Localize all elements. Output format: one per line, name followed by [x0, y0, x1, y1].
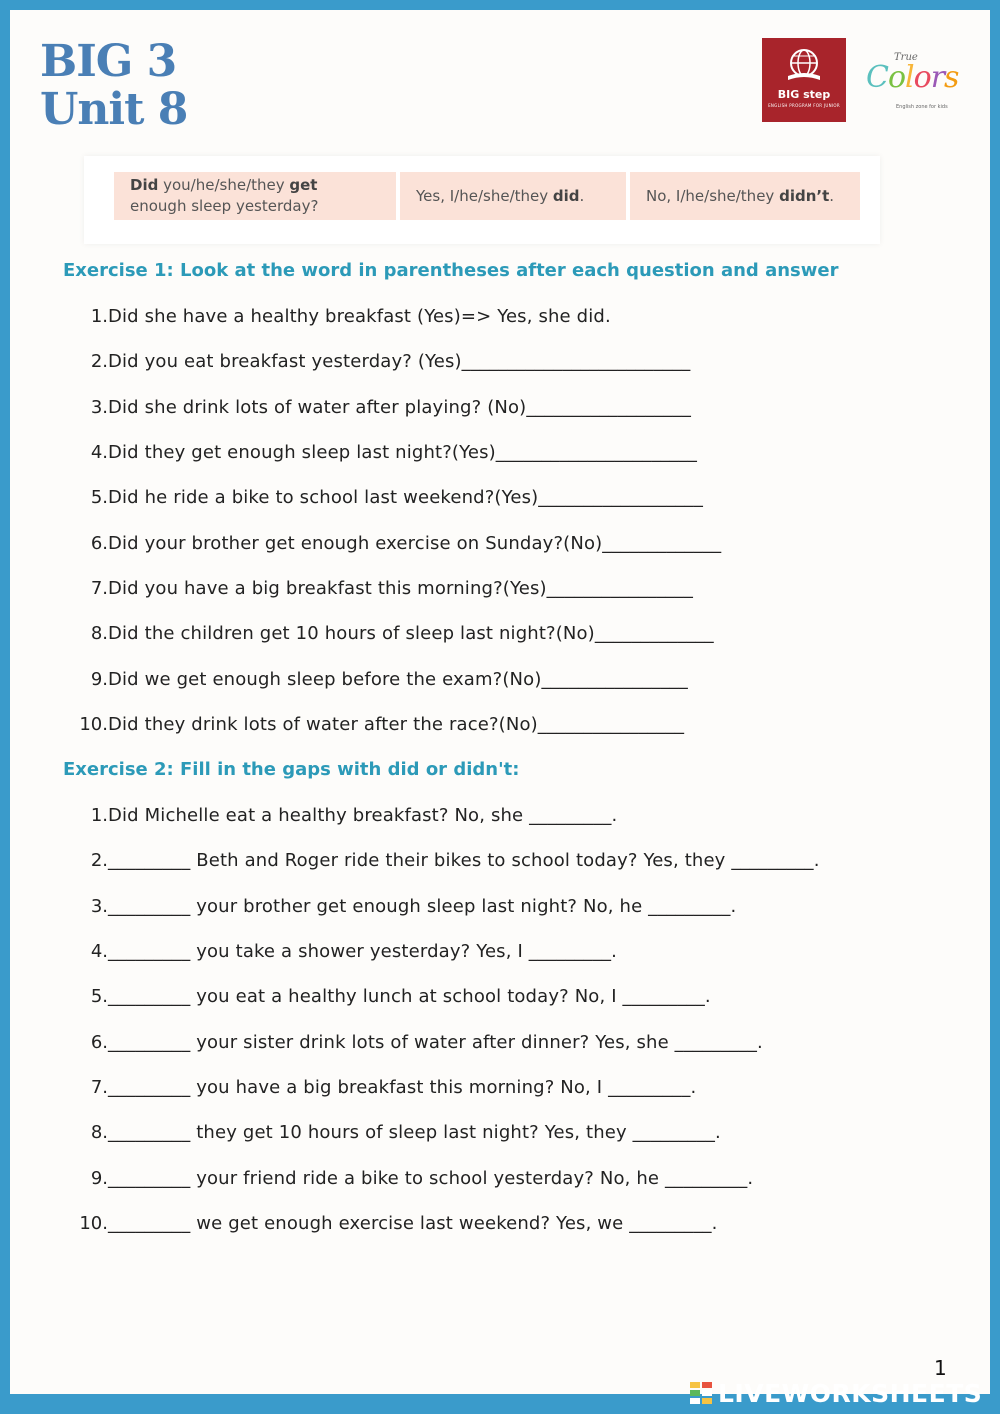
grammar-yes-suffix: .: [579, 186, 585, 205]
item-number: 4.: [90, 941, 108, 962]
grammar-yes-bold: did: [552, 186, 580, 205]
exercise-2-item[interactable]: [70, 802, 617, 830]
item-number: 7.: [90, 1077, 108, 1098]
item-number: 5.: [90, 986, 108, 1007]
grammar-no-prefix: No, I/he/she/they: [646, 186, 780, 205]
exercise-1-item[interactable]: [70, 711, 684, 739]
liveworksheets-logo-icon: [690, 1382, 714, 1404]
item-number: 9.: [90, 669, 108, 690]
colors-logo-letter: o: [887, 60, 906, 95]
item-number: 1.: [90, 805, 108, 826]
worksheet-page: [10, 10, 990, 1394]
item-number: 8.: [90, 1122, 108, 1143]
exercise-2-item[interactable]: [70, 1165, 753, 1193]
exercise-2-item[interactable]: [70, 1029, 763, 1057]
item-number: 4.: [90, 442, 108, 463]
item-text: _________ your brother get enough sleep last night? No, he _________.: [108, 896, 737, 917]
item-number: 2.: [90, 351, 108, 372]
grammar-no-cell: [630, 172, 860, 220]
liveworksheets-wordmark: LIVEWORKSHEETS: [718, 1378, 983, 1408]
true-colors-logo-word: [866, 60, 958, 95]
item-text: Did she drink lots of water after playing? (No)__________________: [108, 397, 692, 418]
colors-logo-letter: r: [930, 60, 945, 95]
exercise-2-heading: Exercise 2: Fill in the gaps with did or didn't:: [63, 759, 520, 780]
item-text: Did he ride a bike to school last weekend?(Yes)__________________: [108, 487, 703, 508]
item-number: 10.: [79, 1213, 108, 1234]
colors-logo-letter: l: [905, 60, 914, 95]
item-text: Did she have a healthy breakfast (Yes)=> Yes, she did.: [108, 306, 611, 327]
grammar-q-did: Did: [130, 176, 159, 194]
exercise-2-item[interactable]: [70, 1119, 721, 1147]
item-text: _________ you have a big breakfast this morning? No, I _________.: [108, 1077, 697, 1098]
item-number: 6.: [90, 1032, 108, 1053]
true-colors-logo-colors: [866, 60, 958, 95]
grammar-q-rest: enough sleep yesterday?: [130, 197, 319, 215]
exercise-1-item[interactable]: [70, 394, 691, 422]
exercise-1-item[interactable]: [70, 439, 697, 467]
exercise-2-item[interactable]: [70, 1074, 696, 1102]
item-text: Did you eat breakfast yesterday? (Yes)_________________________: [108, 351, 691, 372]
item-number: 7.: [90, 578, 108, 599]
true-colors-logo: [862, 48, 972, 118]
item-number: 6.: [90, 533, 108, 554]
item-text: _________ your sister drink lots of water after dinner? Yes, she _________.: [108, 1032, 763, 1053]
grammar-yes-cell: [400, 172, 626, 220]
item-text: Did we get enough sleep before the exam?(No)________________: [108, 669, 688, 690]
exercise-1-item[interactable]: [70, 530, 721, 558]
item-number: 8.: [90, 623, 108, 644]
item-number: 1.: [90, 306, 108, 327]
exercise-1-item[interactable]: [70, 303, 611, 331]
grammar-question-cell: [114, 172, 396, 220]
item-text: _________ they get 10 hours of sleep last night? Yes, they _________.: [108, 1122, 721, 1143]
item-number: 10.: [79, 714, 108, 735]
grammar-no-suffix: .: [829, 186, 835, 205]
exercise-1-item[interactable]: [70, 666, 688, 694]
bigstep-logo-label: BIG step: [777, 88, 831, 101]
colors-logo-letter: s: [944, 60, 959, 95]
colors-logo-letter: C: [866, 60, 888, 95]
item-text: _________ your friend ride a bike to school yesterday? No, he _________.: [108, 1168, 754, 1189]
true-colors-logo-tagline: English zone for kids: [896, 104, 948, 110]
item-text: Did they get enough sleep last night?(Yes)______________________: [108, 442, 698, 463]
grammar-yes-prefix: Yes, I/he/she/they: [416, 186, 553, 205]
item-text: Did your brother get enough exercise on Sunday?(No)_____________: [108, 533, 722, 554]
page-title: [40, 38, 187, 134]
exercise-2-item[interactable]: [70, 938, 617, 966]
exercise-2-item[interactable]: [70, 983, 711, 1011]
item-number: 5.: [90, 487, 108, 508]
exercise-1-heading: Exercise 1: Look at the word in parentheses after each question and answer: [63, 260, 839, 281]
exercise-1-item[interactable]: [70, 575, 693, 603]
bigstep-logo: [762, 38, 846, 122]
item-text: _________ Beth and Roger ride their bikes to school today? Yes, they _________.: [108, 850, 820, 871]
grammar-no-bold: didn’t: [779, 186, 830, 205]
exercise-1-item[interactable]: [70, 620, 714, 648]
item-number: 3.: [90, 397, 108, 418]
title-line-1: BIG 3: [40, 36, 177, 87]
exercise-2-item[interactable]: [70, 893, 736, 921]
exercise-1-item[interactable]: [70, 484, 703, 512]
page-number: 1: [934, 1356, 947, 1380]
item-text: Did the children get 10 hours of sleep last night?(No)_____________: [108, 623, 714, 644]
globe-book-icon: [784, 46, 824, 86]
item-text: _________ you take a shower yesterday? Yes, I _________.: [108, 941, 618, 962]
item-text: Did Michelle eat a healthy breakfast? No, she _________.: [108, 805, 618, 826]
item-number: 9.: [90, 1168, 108, 1189]
item-text: _________ we get enough exercise last weekend? Yes, we _________.: [108, 1213, 718, 1234]
grammar-q-subject: you/he/she/they: [158, 176, 290, 194]
title-line-2: Unit 8: [40, 84, 188, 135]
item-number: 3.: [90, 896, 108, 917]
item-text: _________ you eat a healthy lunch at school today? No, I _________.: [108, 986, 711, 1007]
bigstep-logo-subtitle: ENGLISH PROGRAM FOR JUNIOR: [768, 103, 840, 108]
grammar-reference-box: [84, 156, 880, 244]
true-colors-logo-true: True: [894, 52, 918, 63]
exercise-1-item[interactable]: [70, 348, 690, 376]
exercise-2-item[interactable]: [70, 847, 820, 875]
exercise-2-item[interactable]: [70, 1210, 718, 1238]
item-text: Did they drink lots of water after the race?(No)________________: [108, 714, 685, 735]
grammar-row: [114, 172, 860, 220]
item-text: Did you have a big breakfast this morning?(Yes)________________: [108, 578, 694, 599]
colors-logo-letter: o: [913, 60, 931, 95]
item-number: 2.: [90, 850, 108, 871]
liveworksheets-brand[interactable]: [690, 1378, 982, 1408]
grammar-q-verb: get: [289, 176, 318, 194]
